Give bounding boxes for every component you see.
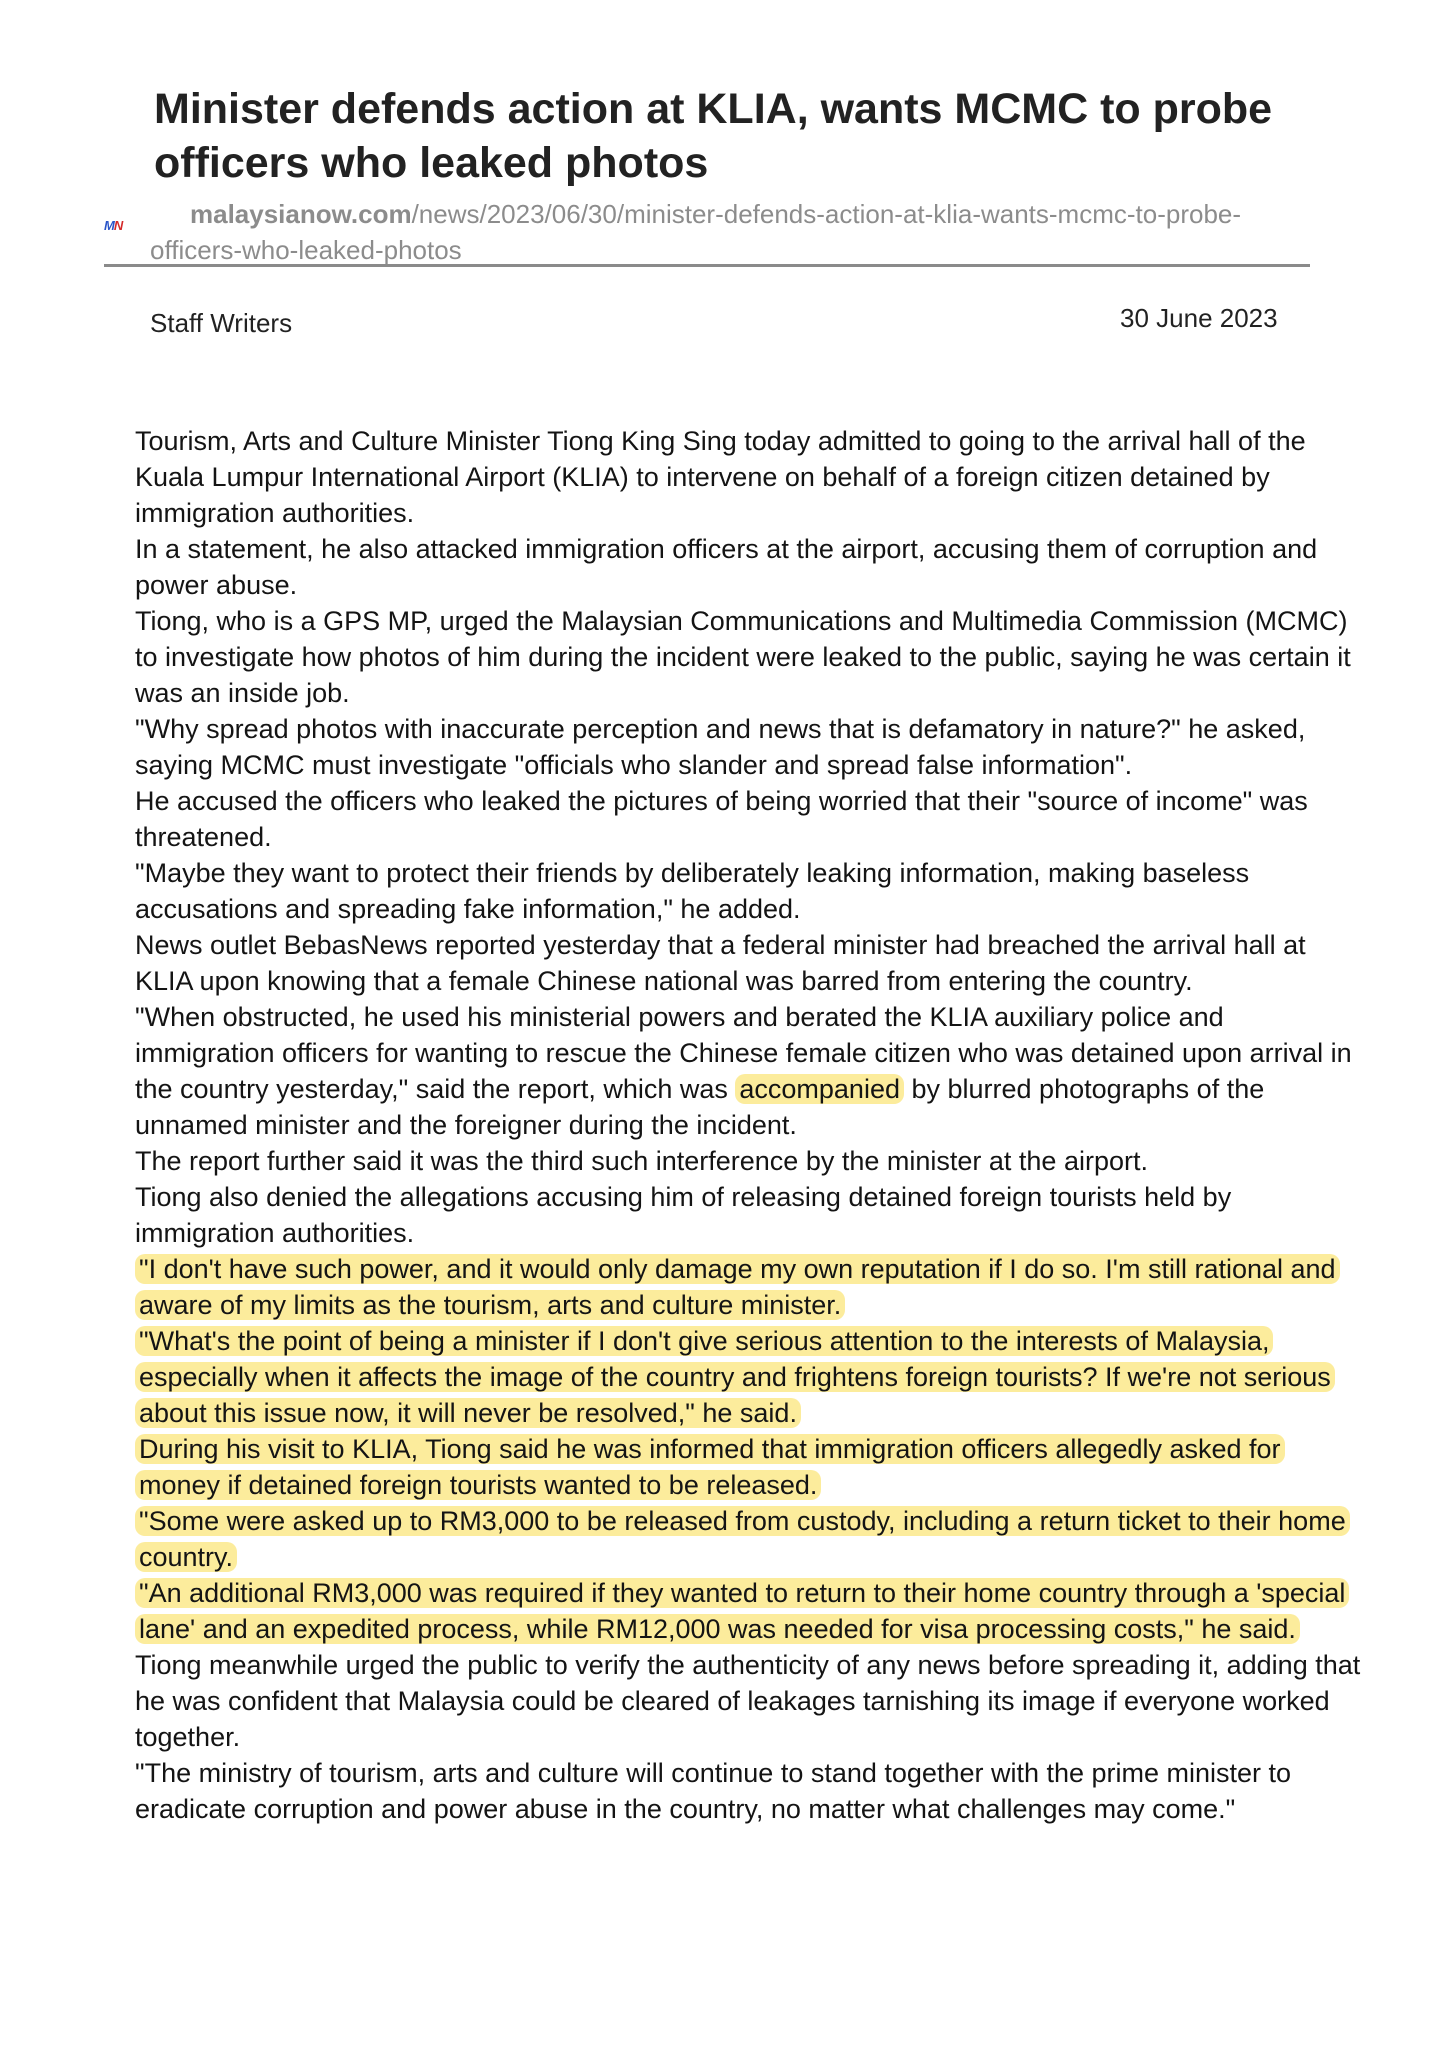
highlighted-text: "An additional RM3,000 was required if they wanted to return to their home country through a 'special lane' and an expedited process, while RM12,000 was needed for visa processing costs," he said.	[135, 1578, 1349, 1644]
paragraph	[135, 1575, 1365, 1647]
article-title: Minister defends action at KLIA, wants MCMC to probe officers who leaked photos	[154, 85, 1273, 187]
paragraph-text: "When obstructed, he used his ministerial powers and berated the KLIA auxiliary police and immigration officers for wanting to rescue the Chinese female citizen who was detained upon arrival in the country yesterday," said the report, which was	[135, 1002, 1352, 1104]
highlighted-text: "I don't have such power, and it would only damage my own reputation if I do so. I'm still rational and aware of my limits as the tourism, arts and culture minister.	[135, 1254, 1340, 1320]
paragraph	[135, 1179, 1365, 1251]
paragraph	[135, 711, 1365, 783]
paragraph	[135, 783, 1365, 855]
source-url[interactable]	[150, 196, 1300, 268]
paragraph	[135, 1755, 1365, 1827]
paragraph	[135, 927, 1365, 999]
article-body	[135, 423, 1365, 1827]
paragraph	[135, 1503, 1365, 1575]
highlighted-text: accompanied	[735, 1074, 904, 1104]
source-path[interactable]: /news/2023/06/30/minister-defends-action-at-klia-wants-mcmc-to-probe-officers-who-leaked-photos	[150, 199, 1242, 265]
paragraph	[135, 1143, 1365, 1179]
paragraph-text: The report further said it was the third such interference by the minister at the airport.	[135, 1146, 1148, 1176]
paragraph	[135, 1431, 1365, 1503]
logo-letter-m: M	[104, 218, 114, 233]
paragraph-text: He accused the officers who leaked the pictures of being worried that their "source of income" was threatened.	[135, 786, 1308, 852]
paragraph-text: In a statement, he also attacked immigration officers at the airport, accusing them of corruption and power abuse.	[135, 534, 1318, 600]
highlighted-text: "What's the point of being a minister if I don't give serious attention to the interests of Malaysia, especially when it affects the image of the country and frightens foreign tourists? If we're not serious about this issue now, it will never be resolved," he said.	[135, 1326, 1335, 1428]
paragraph	[135, 855, 1365, 927]
paragraph	[135, 1647, 1365, 1755]
paragraph-text: Tiong also denied the allegations accusing him of releasing detained foreign tourists held by immigration authorities.	[135, 1182, 1232, 1248]
publish-date: 30 June 2023	[1120, 303, 1278, 333]
paragraph	[135, 531, 1365, 603]
logo-letter-n: N	[113, 218, 123, 233]
byline: Staff Writers	[150, 308, 293, 338]
source-domain[interactable]: malaysianow.com	[190, 199, 412, 229]
paragraph	[135, 603, 1365, 711]
paragraph-text: "Why spread photos with inaccurate perception and news that is defamatory in nature?" he asked, saying MCMC must investigate "officials who slander and spread false information".	[135, 714, 1306, 780]
paragraph	[135, 999, 1365, 1143]
highlighted-text: "Some were asked up to RM3,000 to be released from custody, including a return ticket to their home country.	[135, 1506, 1350, 1572]
paragraph-text: Tourism, Arts and Culture Minister Tiong King Sing today admitted to going to the arrival hall of the Kuala Lumpur International Airport (KLIA) to intervene on behalf of a foreign citizen detained by immigration authorities.	[135, 426, 1306, 528]
paragraph-text: "The ministry of tourism, arts and culture will continue to stand together with the prime minister to eradicate corruption and power abuse in the country, no matter what challenges may come."	[135, 1758, 1292, 1824]
paragraph-text: "Maybe they want to protect their friends by deliberately leaking information, making baseless accusations and spreading fake information," he added.	[135, 858, 1250, 924]
paragraph-text: Tiong meanwhile urged the public to verify the authenticity of any news before spreading it, adding that he was confident that Malaysia could be cleared of leakages tarnishing its image if everyone worked together.	[135, 1650, 1361, 1752]
paragraph	[135, 1323, 1365, 1431]
source-bar	[104, 196, 1310, 267]
highlighted-text: During his visit to KLIA, Tiong said he was informed that immigration officers allegedly asked for money if detained foreign tourists wanted to be released.	[135, 1434, 1285, 1500]
paragraph-text: Tiong, who is a GPS MP, urged the Malaysian Communications and Multimedia Commission (MCMC) to investigate how photos of him during the incident were leaked to the public, saying he was certain it was an inside job.	[135, 606, 1351, 708]
paragraph-text: by blurred photographs of the unnamed minister and the foreigner during the incident.	[135, 1074, 1265, 1140]
paragraph	[135, 1251, 1365, 1323]
paragraph	[135, 423, 1365, 531]
paragraph-text: News outlet BebasNews reported yesterday that a federal minister had breached the arrival hall at KLIA upon knowing that a female Chinese national was barred from entering the country.	[135, 930, 1306, 996]
site-logo-icon	[104, 218, 122, 233]
